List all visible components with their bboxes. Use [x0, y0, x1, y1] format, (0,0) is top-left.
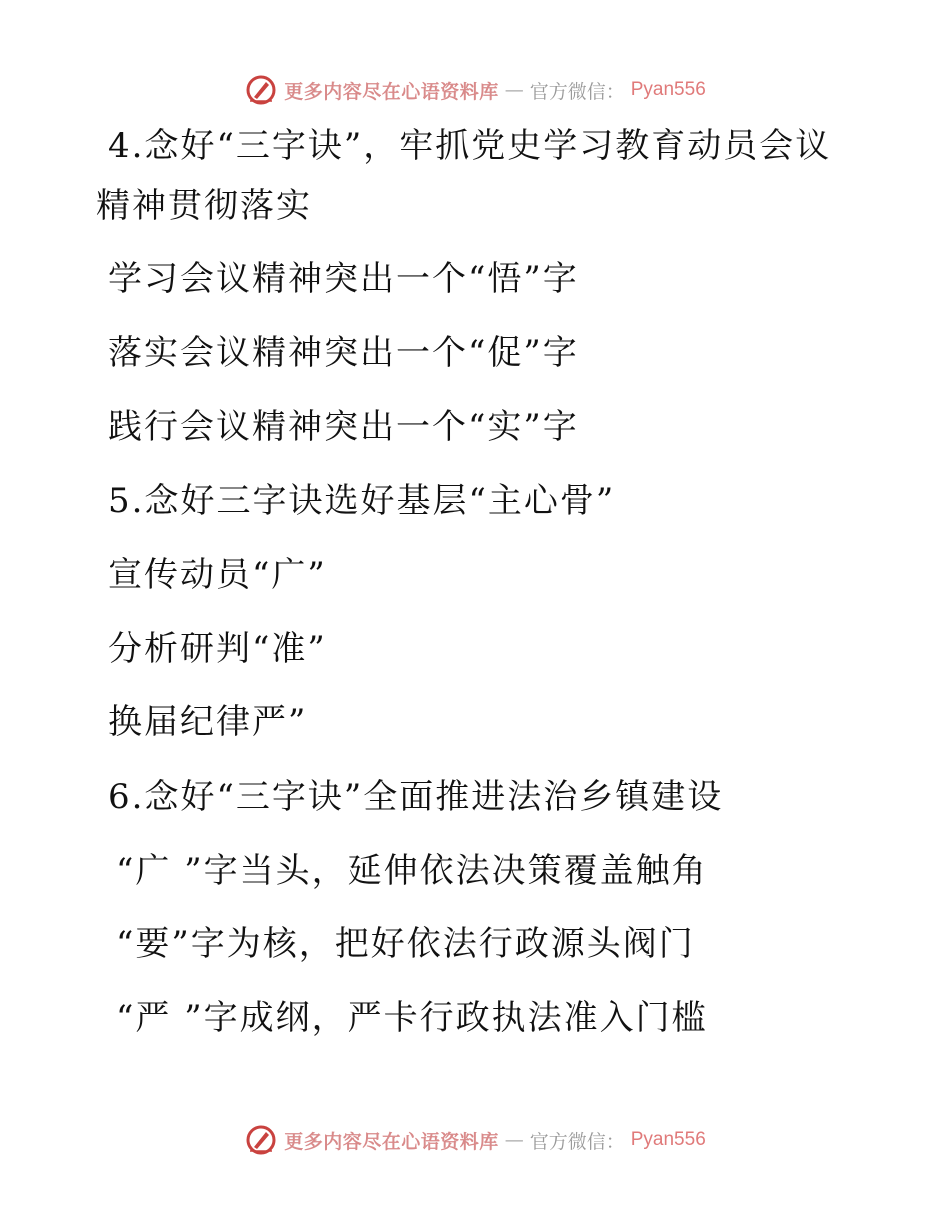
heading-5: 5.念好三字诀选好基层“主心骨” [108, 481, 616, 521]
item-5-2: 分析研判“准” [108, 629, 327, 669]
heading-4-line2: 精神贯彻落实 [96, 186, 312, 226]
header-brand-text: 更多内容尽在心语资料库 [284, 80, 499, 103]
item-4-2: 落实会议精神突出一个“促”字 [108, 333, 579, 373]
item-6-2: “要”字为核，把好依法行政源头阀门 [116, 924, 695, 964]
header-wechat-id: Pyan556 [630, 79, 706, 100]
footer-banner [0, 1120, 950, 1160]
item-4-1: 学习会议精神突出一个“悟”字 [108, 259, 579, 299]
heading-4-line1: 4.念好“三字诀”，牢抓党史学习教育动员会议 [108, 126, 832, 166]
heading-6: 6.念好“三字诀”全面推进法治乡镇建设 [108, 777, 724, 817]
pen-circle-logo-icon [244, 73, 278, 107]
item-5-1: 宣传动员“广” [108, 555, 327, 595]
pen-circle-logo-icon [244, 1123, 278, 1157]
header-separator: — [504, 79, 524, 101]
header-sub-text: 官方微信： [529, 80, 625, 103]
item-6-1: “广 ”字当头，延伸依法决策覆盖触角 [116, 851, 708, 891]
item-6-3: “严 ”字成纲，严卡行政执法准入门槛 [116, 998, 708, 1038]
footer-wechat-id: Pyan556 [630, 1129, 706, 1150]
footer-sub-text: 官方微信： [529, 1130, 625, 1153]
footer-separator: — [504, 1129, 524, 1151]
footer-brand-text: 更多内容尽在心语资料库 [284, 1130, 499, 1153]
item-5-3: 换届纪律严” [108, 702, 308, 742]
header-banner [0, 70, 950, 110]
item-4-3: 践行会议精神突出一个“实”字 [108, 407, 579, 447]
